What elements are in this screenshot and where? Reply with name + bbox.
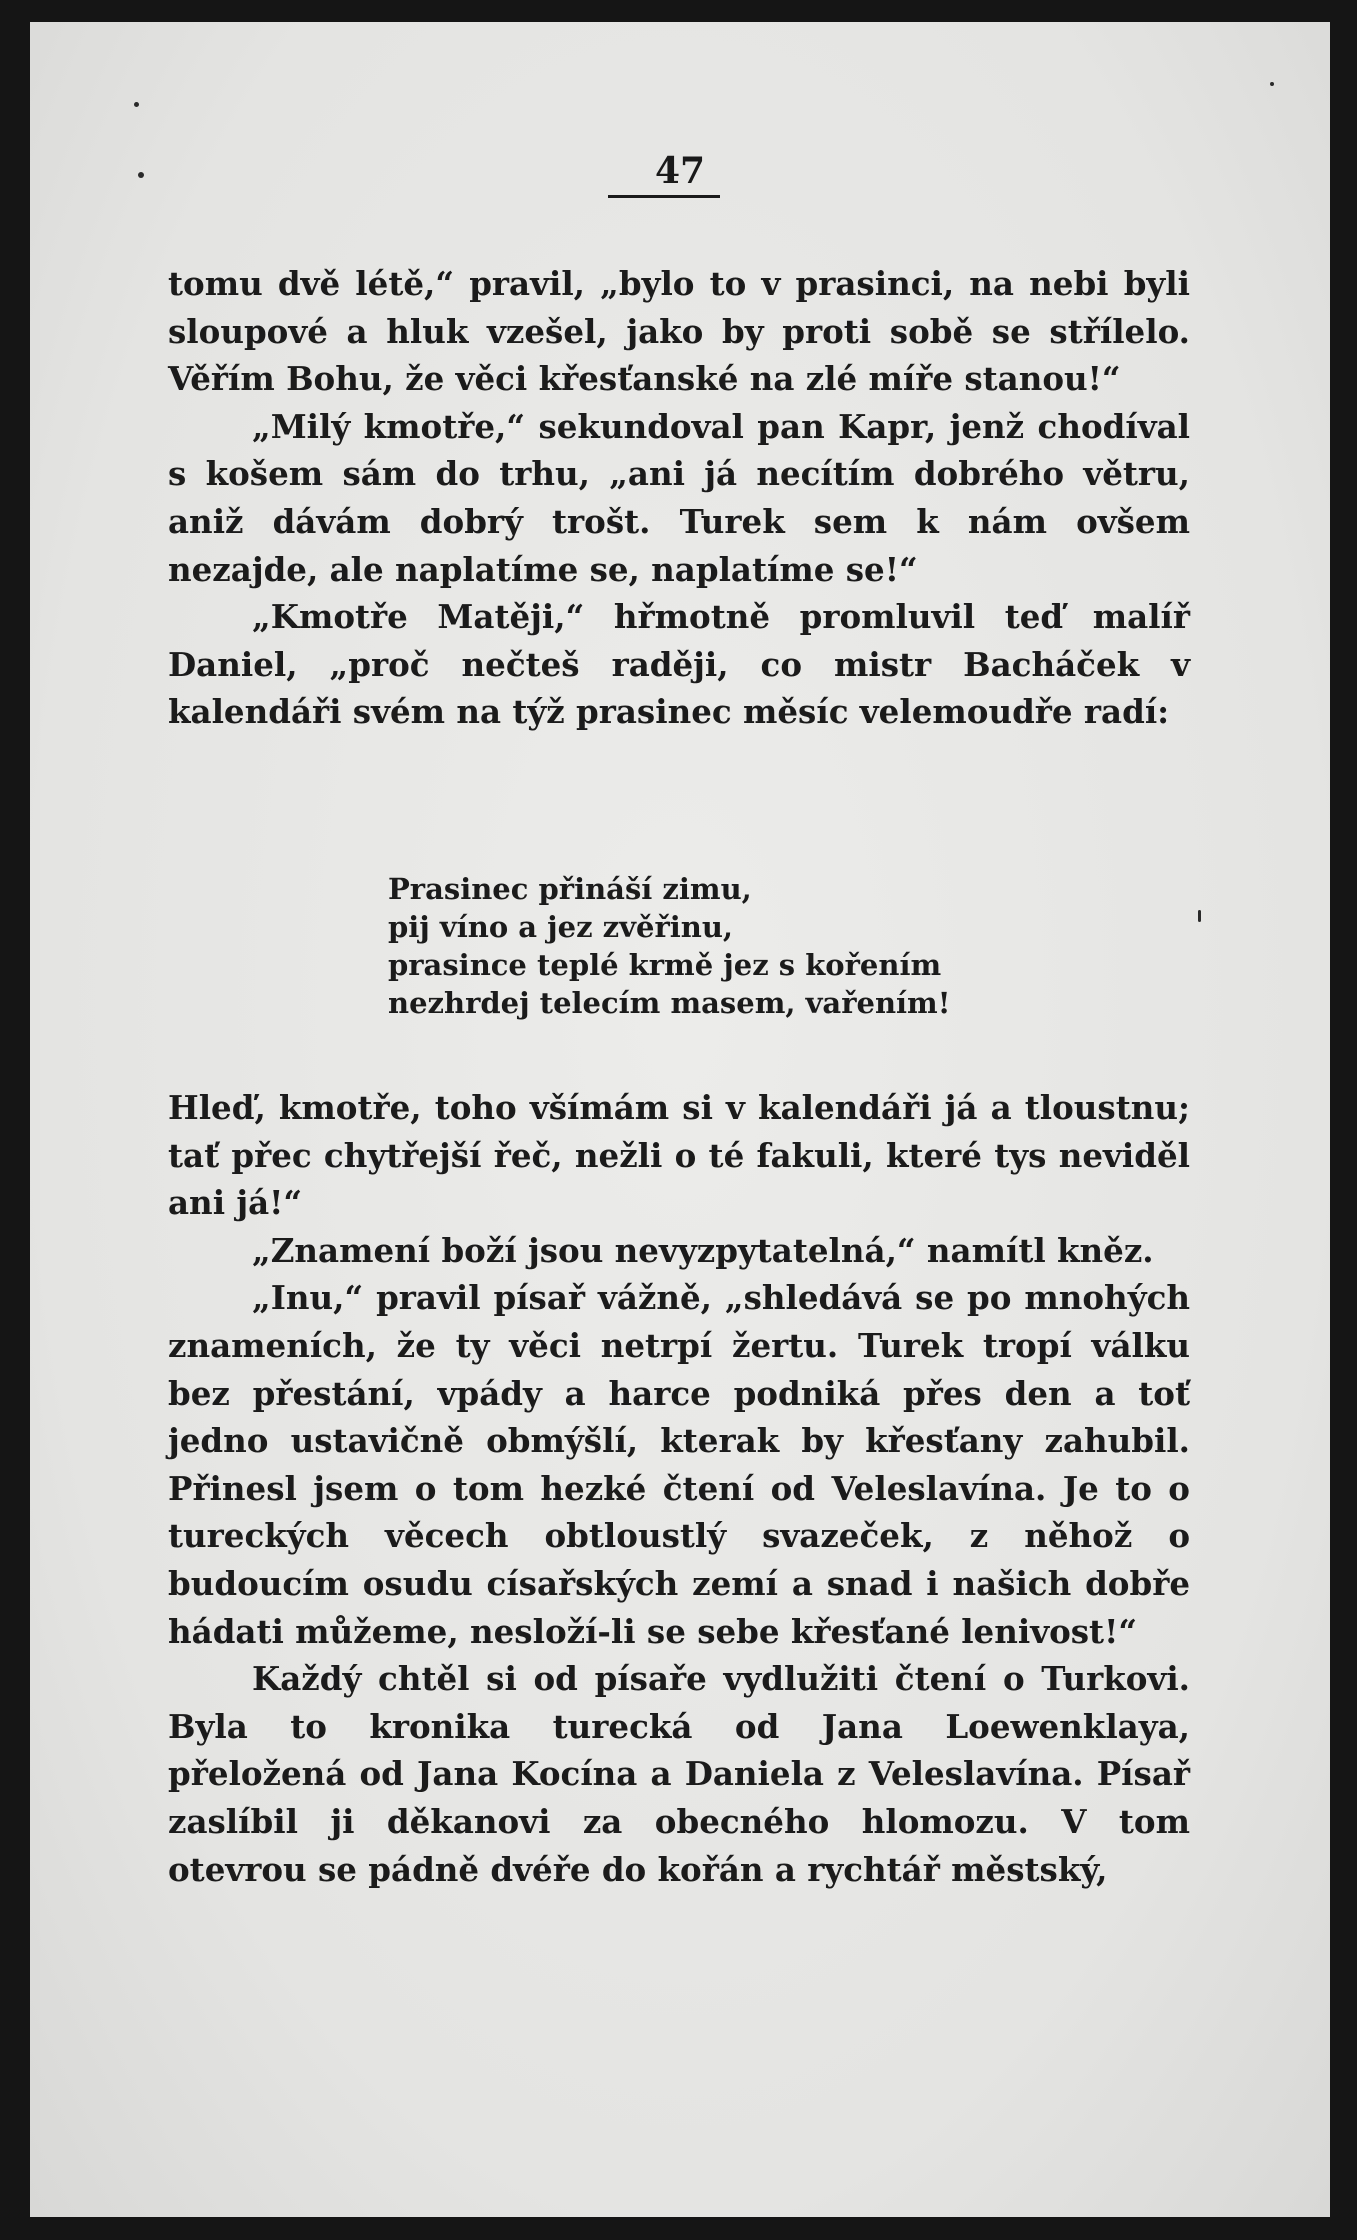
- book-page: [30, 22, 1330, 2217]
- scan-speck: [1270, 82, 1274, 86]
- text-before-poem: [168, 260, 1190, 736]
- paragraph: Hleď, kmotře, toho všímám si v kalendáři já a tloustnu; tať přec chytřejší řeč, nežli o té fakuli, které tys neviděl ani já!“: [168, 1088, 1190, 1223]
- paragraph: Každý chtěl si od písaře vydlužiti čtení o Turkovi. Byla to kronika turecká od Jana Loewenklaya, přeložená od Jana Kocína a Daniela z Veleslavína. Písař zaslíbil ji děkanovi za obecného hlomozu. V tom otevrou se pádně dvéře do kořán a rychtář městský,: [168, 1659, 1190, 1889]
- poem-line: Prasinec přináší zimu,: [388, 872, 752, 906]
- page-number: 47: [654, 150, 706, 192]
- text-after-poem: [168, 1084, 1190, 1893]
- poem-line: prasince teplé krmě jez s kořením: [388, 948, 942, 982]
- paragraph: „Milý kmotře,“ sekundoval pan Kapr, jenž chodíval s košem sám do trhu, „ani já necítím dobrého větru, aniž dávám dobrý trošt. Turek sem k nám ovšem nezajde, ale naplatíme se, naplatíme se!“: [168, 406, 1190, 589]
- paragraph: tomu dvě létě,“ pravil, „bylo to v prasinci, na nebi byli sloupové a hluk vzešel, jako by proti sobě se střílelo. Věřím Bohu, že věci křesťanské na zlé míře stanou!“: [168, 264, 1190, 399]
- poem-verse: [388, 870, 1088, 1022]
- page-number-rule: [608, 195, 720, 198]
- scan-speck: [134, 102, 139, 107]
- poem-line: pij víno a jez zvěřinu,: [388, 910, 733, 944]
- paragraph: „Kmotře Matěji,“ hřmotně promluvil teď malíř Daniel, „proč nečteš raději, co mistr Bacháček v kalendáři svém na týž prasinec měsíc velemoudře radí:: [168, 597, 1190, 732]
- paragraph: „Inu,“ pravil písař vážně, „shledává se po mnohých znameních, že ty věci netrpí žertu. Turek tropí válku bez přestání, vpády a harce podniká přes den a toť jedno ustavičně obmýšlí, kterak by křesťany zahubil. Přinesl jsem o tom hezké čtení od Veleslavína. Je to o tureckých věcech obtloustlý svazeček, z něhož o budoucím osudu císařských zemí a snad i našich dobře hádati můžeme, nesloží-li se sebe křesťané lenivost!“: [168, 1278, 1190, 1651]
- paragraph: „Znamení boží jsou nevyzpytatelná,“ namítl kněz.: [252, 1230, 1154, 1270]
- scan-speck: [1198, 910, 1201, 922]
- scan-speck: [138, 172, 144, 178]
- poem-line: nezhrdej telecím masem, vařením!: [388, 986, 951, 1020]
